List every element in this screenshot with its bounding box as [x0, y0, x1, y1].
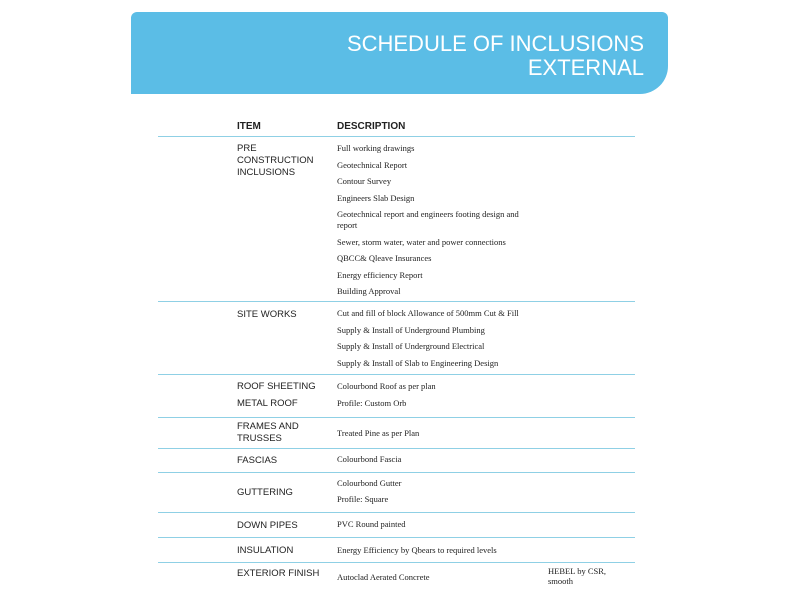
table-row: [158, 538, 635, 563]
row-description: Colourbond Roof as per plan Profile: Custom Orb: [337, 381, 436, 408]
row-description: Cut and fill of block Allowance of 500mm Cut & Fill Supply & Install of Underground Plumbing Supply & Install of Underground Electrical Supply & Install of Slab to Engineering Design: [337, 308, 519, 368]
row-item-label: INSULATION: [237, 545, 294, 556]
table-row: [158, 137, 635, 302]
row-item-label: PRE CONSTRUCTION INCLUSIONS: [237, 143, 314, 178]
row-description: PVC Round painted: [337, 519, 406, 529]
row-item-label: DOWN PIPES: [237, 520, 298, 531]
row-description: Colourbond Gutter Profile: Square: [337, 478, 402, 504]
table-header: [158, 118, 635, 137]
row-item-label: SITE WORKS: [237, 309, 297, 320]
row-item-label: EXTERIOR FINISH: [237, 568, 320, 579]
row-item-label: ROOF SHEETING METAL ROOF: [237, 381, 316, 409]
table-row: [158, 302, 635, 375]
title-banner: [131, 12, 668, 94]
row-description: Full working drawings Geotechnical Report Contour Survey Engineers Slab Design Geotechnical report and engineers footing design and report Sewer, storm water, water and power connections QBCC& Qleave Insurances Energy efficiency Report Building Approval: [337, 143, 519, 296]
table-row: [158, 375, 635, 418]
title-line-2: EXTERNAL: [527, 55, 644, 80]
row-item-label: FASCIAS: [237, 455, 278, 466]
row-description: Colourbond Fascia: [337, 454, 402, 464]
header-item: ITEM: [237, 121, 261, 132]
header-description: DESCRIPTION: [337, 121, 406, 132]
inclusions-table: [158, 118, 635, 593]
table-row: [158, 473, 635, 513]
row-description: Energy Efficiency by Qbears to required levels: [337, 545, 497, 555]
page-title: [347, 32, 644, 80]
table-row: [158, 563, 635, 593]
table-row: [158, 418, 635, 449]
row-description: Autoclad Aerated Concrete: [337, 572, 430, 582]
row-extra-note: HEBEL by CSR, smooth: [548, 566, 607, 586]
table-row: [158, 449, 635, 473]
table-row: [158, 513, 635, 538]
row-description: Treated Pine as per Plan: [337, 428, 420, 438]
row-item-label: GUTTERING: [237, 487, 293, 498]
row-item-label: FRAMES AND TRUSSES: [237, 421, 299, 444]
title-line-1: SCHEDULE OF INCLUSIONS: [346, 31, 644, 56]
